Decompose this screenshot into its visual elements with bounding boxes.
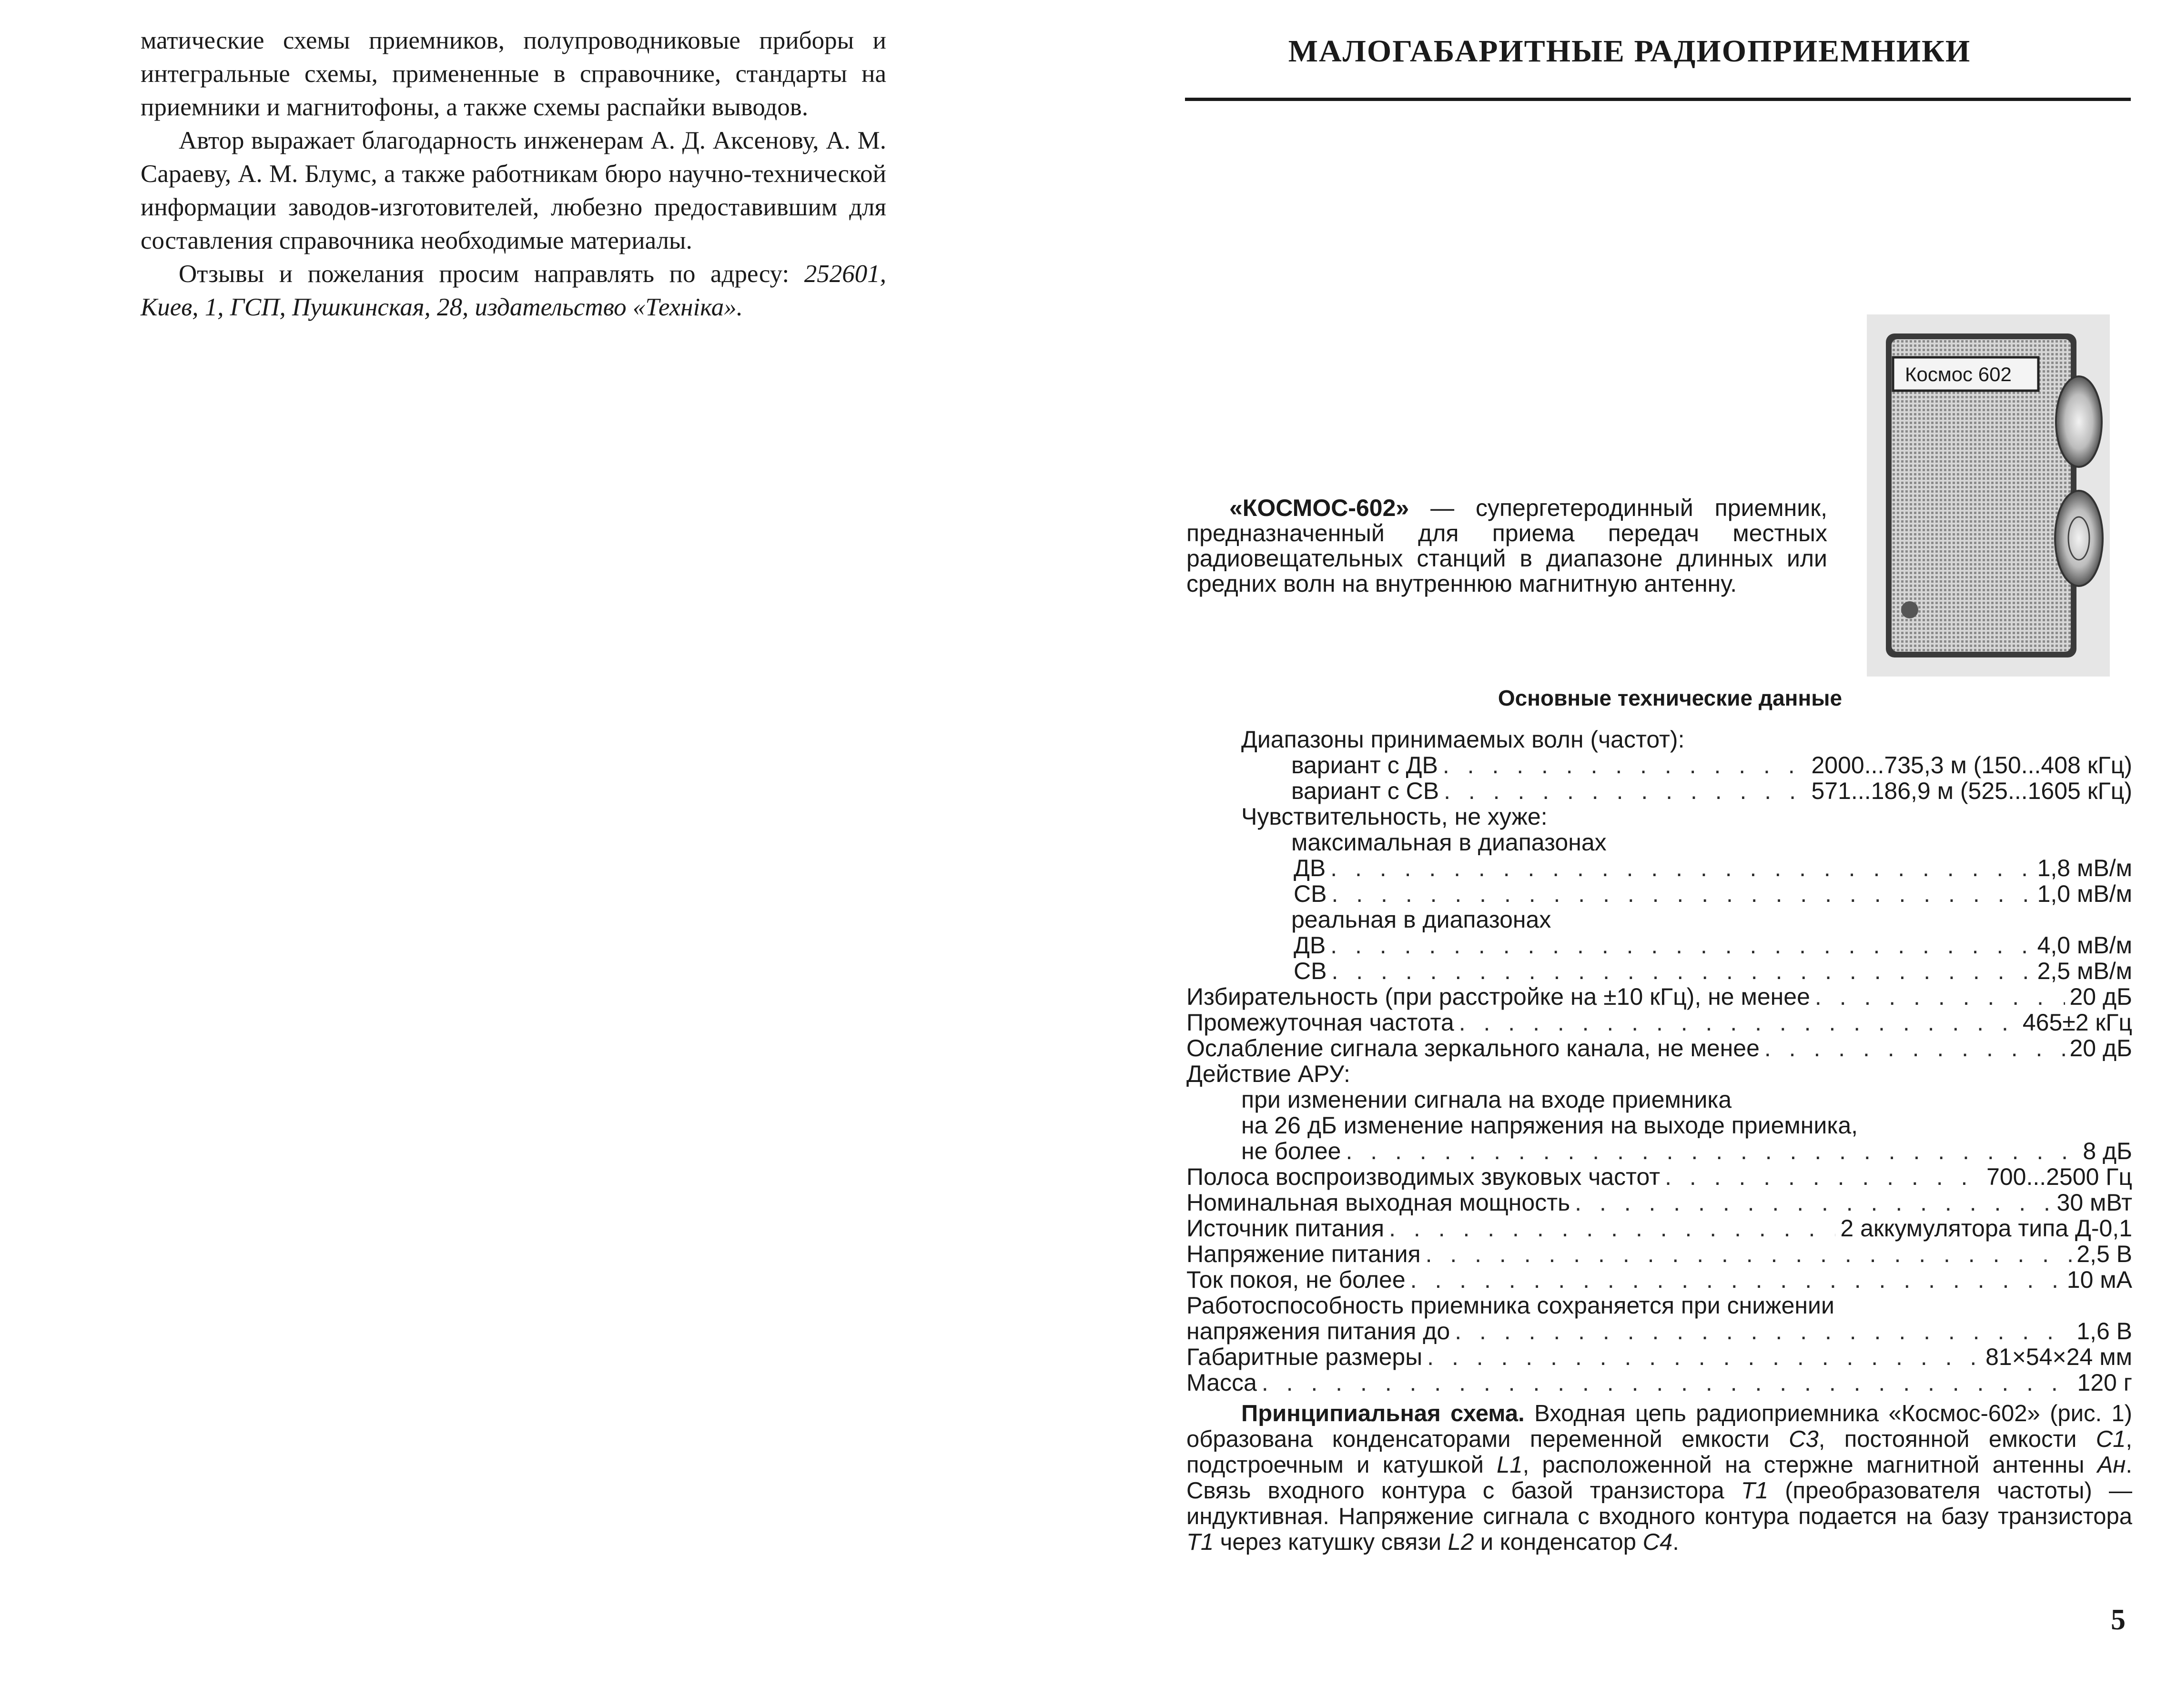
body-text-run: , постоянной емкости — [1818, 1426, 2096, 1452]
spec-value: 30 мВт — [2056, 1189, 2132, 1216]
spec-value: 2 аккумулятора типа Д-0,1 — [1840, 1215, 2132, 1242]
spec-label: на 26 дБ изменение напряжения на выходе приемника, — [1241, 1112, 1858, 1139]
body-text-run: . — [1672, 1529, 1679, 1555]
dot-leader — [1410, 1267, 2062, 1293]
spec-label: СВ — [1294, 880, 1327, 907]
body-text-run: . Связь входного контура с базой транзистора — [1186, 1452, 2132, 1504]
specs-list — [1186, 727, 2132, 1395]
feedback-request: Отзывы и пожелания просим направлять по адресу: — [179, 260, 790, 288]
dot-leader — [1262, 1370, 2073, 1395]
spec-row — [1186, 1087, 2132, 1112]
spec-row — [1186, 932, 2132, 958]
spec-value: 81×54×24 мм — [1985, 1344, 2132, 1370]
title-divider — [1185, 98, 2131, 101]
spec-label: реальная в диапазонах — [1291, 906, 1551, 933]
component-ref: L2 — [1448, 1529, 1474, 1555]
intro-paragraph — [1186, 495, 1827, 596]
spec-label: вариант с ДВ — [1291, 752, 1438, 778]
dot-leader — [1459, 1010, 2018, 1035]
dot-leader — [1426, 1241, 2072, 1267]
spec-label: Ослабление сигнала зеркального канала, не менее — [1186, 1035, 1760, 1061]
spec-value: 8 дБ — [2083, 1138, 2132, 1164]
spec-value: 2,5 В — [2076, 1241, 2132, 1267]
spec-row — [1186, 984, 2132, 1010]
spec-row — [1186, 1010, 2132, 1035]
body-text-run: через катушку связи — [1214, 1529, 1448, 1555]
component-ref: C4 — [1642, 1529, 1673, 1555]
spec-row — [1186, 829, 2132, 855]
body-text-run: Входная цепь радиоприемника «Космос-602» (рис. 1) образована конденсаторами переменной емкости — [1186, 1401, 2132, 1452]
spec-label: ДВ — [1294, 932, 1326, 959]
dot-leader — [1331, 881, 2032, 907]
spec-row — [1186, 1061, 2132, 1087]
spec-row — [1186, 855, 2132, 881]
dot-leader — [1444, 778, 1806, 804]
spec-label: Номинальная выходная мощность — [1186, 1189, 1570, 1216]
spec-value: 4,0 мВ/м — [2037, 932, 2132, 959]
spec-label: Полоса воспроизводимых звуковых частот — [1186, 1163, 1661, 1190]
spec-row — [1186, 804, 2132, 829]
body-text-run: (преобразователя частоты) — индуктивная. Напряжение сигнала с входного контура подается на базу транзистора — [1186, 1478, 2132, 1529]
body-text-run: , расположенной на стержне магнитной антенны — [1522, 1452, 2097, 1478]
spec-value: 10 мА — [2066, 1266, 2132, 1293]
spec-label: Источник питания — [1186, 1215, 1385, 1242]
left-paragraph-3 — [141, 257, 886, 324]
spec-value: 20 дБ — [2069, 983, 2132, 1010]
dot-leader — [1455, 1318, 2072, 1344]
spec-label: Работоспособность приемника сохраняется при снижении — [1186, 1292, 1834, 1319]
spec-row — [1186, 1138, 2132, 1164]
dot-leader — [1815, 984, 2065, 1010]
spec-row — [1186, 1318, 2132, 1344]
radio-model-name: «КОСМОС-602» — [1229, 495, 1409, 521]
spec-label: Действие АРУ: — [1186, 1061, 1350, 1087]
dot-leader — [1331, 958, 2032, 984]
dot-leader — [1427, 1344, 1981, 1370]
spec-value: 2,5 мВ/м — [2037, 958, 2132, 984]
component-ref: T1 — [1186, 1529, 1214, 1555]
spec-row — [1186, 1215, 2132, 1241]
spec-row — [1186, 1293, 2132, 1318]
spec-row — [1186, 727, 2132, 752]
spec-label: Избирательность (при расстройке на ±10 кГц), не менее — [1186, 983, 1810, 1010]
dot-leader — [1330, 932, 2032, 958]
spec-label: не более — [1241, 1138, 1341, 1164]
volume-knob — [2055, 491, 2103, 586]
earphone-jack — [1901, 601, 1918, 618]
schematic-paragraph — [1186, 1401, 2132, 1555]
body-text-run: и конденсатор — [1474, 1529, 1643, 1555]
publisher-address: 252601, Киев, 1, ГСП, Пушкинская, 28, издательство «Техніка». — [141, 260, 886, 321]
page-number: 5 — [2111, 1604, 2126, 1636]
schematic-description — [1186, 1401, 2132, 1555]
component-ref: Ан — [2097, 1452, 2126, 1478]
spec-label: вариант с СВ — [1291, 778, 1439, 804]
radio-brand-label: Космос 602 — [1905, 363, 2012, 385]
component-ref: L1 — [1497, 1452, 1523, 1478]
spec-value: 1,8 мВ/м — [2037, 855, 2132, 881]
spec-label: СВ — [1294, 958, 1327, 984]
spec-row — [1186, 1370, 2132, 1395]
spec-row — [1186, 778, 2132, 804]
spec-label: Напряжение питания — [1186, 1241, 1421, 1267]
spec-row — [1186, 1190, 2132, 1215]
spec-value: 20 дБ — [2069, 1035, 2132, 1061]
specs-heading: Основные технические данные — [1498, 686, 1843, 710]
spec-label: при изменении сигнала на входе приемника — [1241, 1086, 1732, 1113]
spec-row — [1186, 1267, 2132, 1293]
intro-description: — супергетеродинный приемник, предназначенный для приема передач местных радиовещательных станций в диапазоне длинных или средних волн на внутреннюю магнитную антенну. — [1186, 495, 1827, 597]
dot-leader — [1764, 1035, 2065, 1061]
dot-leader — [1443, 752, 1807, 778]
spec-value: 2000...735,3 м (150...408 кГц) — [1811, 752, 2132, 778]
spec-label: Масса — [1186, 1369, 1257, 1396]
left-paragraph-2: Автор выражает благодарность инженерам А. Д. Аксенову, А. М. Сараеву, А. М. Блумс, а также работникам бюро научно-технической информации заводов-изготовителей, любезно предоставившим для составления справочника необходимые материалы. — [141, 127, 886, 254]
spec-value: 120 г — [2077, 1369, 2132, 1396]
spec-row — [1186, 907, 2132, 932]
schematic-heading: Принципиальная схема. — [1241, 1401, 1525, 1426]
spec-label: Ток покоя, не более — [1186, 1266, 1406, 1293]
spec-value: 1,0 мВ/м — [2037, 880, 2132, 907]
dot-leader — [1330, 855, 2032, 881]
radio-photo — [1867, 314, 2110, 677]
spec-row — [1186, 958, 2132, 984]
tuning-knob — [2056, 376, 2102, 467]
spec-row — [1186, 881, 2132, 907]
component-ref: C3 — [1789, 1426, 1819, 1452]
spec-label: напряжения питания до — [1186, 1318, 1450, 1344]
dot-leader — [1346, 1138, 2078, 1164]
spec-value: 571...186,9 м (525...1605 кГц) — [1811, 778, 2132, 804]
spec-label: максимальная в диапазонах — [1291, 829, 1607, 856]
spec-row — [1186, 1164, 2132, 1190]
spec-row — [1186, 1344, 2132, 1370]
left-page-text — [141, 24, 886, 324]
spec-row — [1186, 1112, 2132, 1138]
body-text-run: , подстроечным и катушкой — [1186, 1426, 2133, 1478]
spec-value: 1,6 В — [2076, 1318, 2132, 1344]
left-paragraph-1: матические схемы приемников, полупроводниковые приборы и интегральные схемы, примененные в справочнике, стандарты на приемники и магнитофоны, а также схемы распайки выводов. — [141, 27, 886, 121]
spec-label: ДВ — [1294, 855, 1326, 881]
dot-leader — [1389, 1215, 1835, 1241]
spec-value: 465±2 кГц — [2022, 1009, 2132, 1036]
spec-label: Габаритные размеры — [1186, 1344, 1423, 1370]
spec-label: Чувствительность, не хуже: — [1241, 803, 1548, 830]
spec-label: Промежуточная частота — [1186, 1009, 1454, 1036]
radio-intro — [1186, 495, 1827, 596]
spec-value: 700...2500 Гц — [1986, 1163, 2132, 1190]
dot-leader — [1665, 1164, 1982, 1190]
section-title: МАЛОГАБАРИТНЫЕ РАДИОПРИЕМНИКИ — [1288, 34, 1971, 69]
spec-row — [1186, 1241, 2132, 1267]
spec-row — [1186, 752, 2132, 778]
spec-row — [1186, 1035, 2132, 1061]
component-ref: T1 — [1741, 1478, 1769, 1504]
dot-leader — [1575, 1190, 2052, 1215]
component-ref: C1 — [2096, 1426, 2126, 1452]
spec-label: Диапазоны принимаемых волн (частот): — [1241, 726, 1685, 753]
